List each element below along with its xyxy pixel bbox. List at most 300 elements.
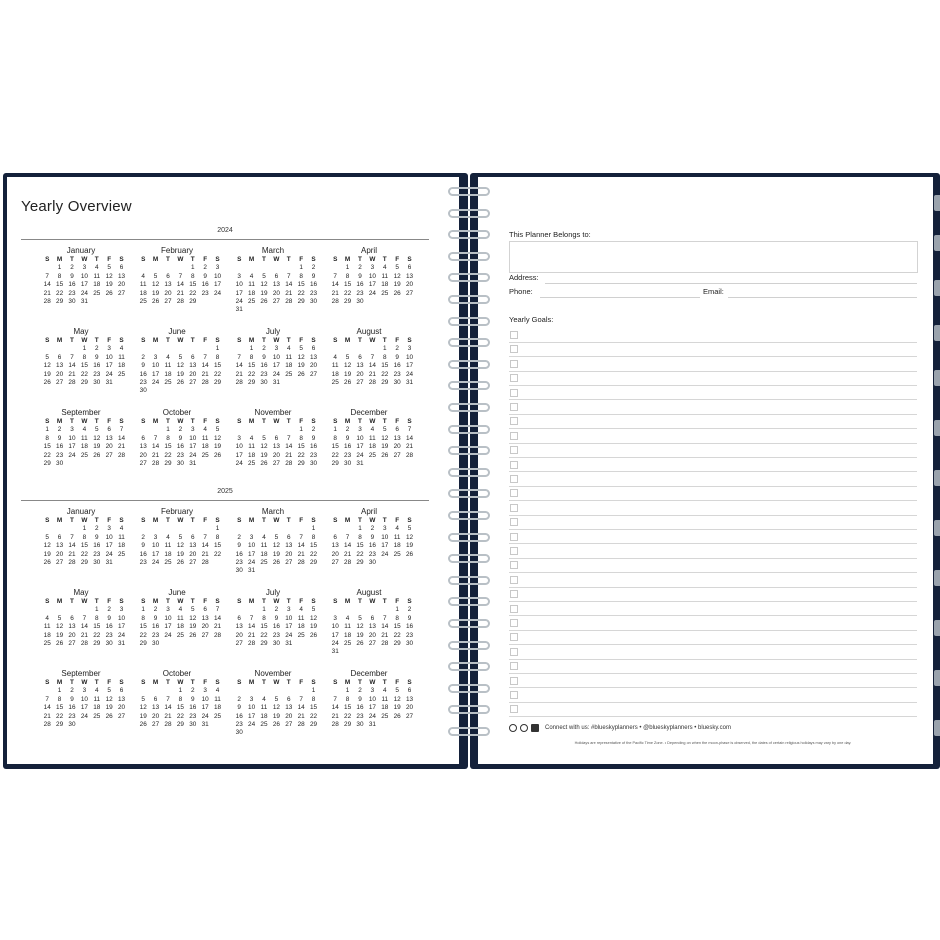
day-number: 16 bbox=[201, 281, 209, 289]
weekday-header: M bbox=[152, 256, 159, 263]
day-number: 19 bbox=[297, 362, 305, 370]
weekday-header: T bbox=[358, 517, 362, 524]
goal-checkbox[interactable] bbox=[510, 533, 518, 541]
day-number: 27 bbox=[272, 297, 280, 305]
day-number: 13 bbox=[68, 623, 76, 631]
day-number: 21 bbox=[152, 451, 160, 459]
day-number: 4 bbox=[82, 426, 87, 434]
day-number: 15 bbox=[393, 623, 401, 631]
empty-day bbox=[329, 525, 341, 533]
day-number: 9 bbox=[345, 434, 350, 442]
day-number: 29 bbox=[56, 297, 64, 305]
owner-name-field[interactable] bbox=[509, 241, 918, 273]
goal-line[interactable] bbox=[509, 371, 917, 386]
day-number: 3 bbox=[358, 426, 362, 434]
day-number: 13 bbox=[331, 542, 339, 550]
day-number: 25 bbox=[117, 370, 126, 378]
day-number: 27 bbox=[393, 451, 401, 459]
day-number: 22 bbox=[297, 289, 305, 297]
goal-line[interactable] bbox=[509, 645, 917, 660]
weekday-header: S bbox=[333, 598, 338, 605]
weekday-header: S bbox=[141, 517, 146, 524]
day-number: 27 bbox=[68, 639, 76, 647]
day-number: 23 bbox=[235, 558, 243, 566]
weekday-header: S bbox=[237, 337, 242, 344]
day-number: 25 bbox=[297, 631, 305, 639]
day-number: 11 bbox=[118, 533, 125, 541]
day-number: 27 bbox=[56, 378, 64, 386]
day-number: 15 bbox=[93, 623, 101, 631]
day-number: 6 bbox=[237, 614, 241, 622]
phone-line[interactable] bbox=[540, 297, 700, 298]
goal-line[interactable] bbox=[509, 501, 917, 516]
empty-day bbox=[149, 687, 161, 695]
day-number: 29 bbox=[139, 639, 147, 647]
goal-checkbox[interactable] bbox=[510, 605, 518, 613]
day-number: 7 bbox=[166, 695, 170, 703]
empty-day bbox=[270, 525, 282, 533]
day-number: 3 bbox=[153, 353, 158, 361]
day-number: 15 bbox=[356, 542, 364, 550]
goal-checkbox[interactable] bbox=[510, 633, 518, 641]
day-number: 2 bbox=[190, 687, 195, 695]
day-number: 17 bbox=[152, 550, 160, 558]
month-tab[interactable] bbox=[934, 470, 940, 486]
day-number: 30 bbox=[93, 378, 101, 386]
day-number: 22 bbox=[164, 451, 172, 459]
address-label: Address: bbox=[509, 273, 539, 282]
day-number: 13 bbox=[152, 704, 160, 712]
day-number: 10 bbox=[356, 434, 364, 442]
day-number: 18 bbox=[176, 623, 184, 631]
goal-line[interactable] bbox=[509, 328, 917, 343]
instagram-icon[interactable] bbox=[509, 724, 517, 732]
month-name: March bbox=[261, 507, 285, 516]
month-tab[interactable] bbox=[934, 570, 940, 586]
day-number: 13 bbox=[117, 272, 126, 280]
spiral-coil bbox=[446, 187, 492, 198]
day-number: 4 bbox=[286, 345, 291, 353]
day-number: 25 bbox=[176, 631, 184, 639]
day-number: 7 bbox=[215, 606, 220, 614]
empty-day bbox=[366, 345, 378, 353]
goal-checkbox[interactable] bbox=[510, 619, 518, 627]
goal-line[interactable] bbox=[509, 630, 917, 645]
goal-checkbox[interactable] bbox=[510, 590, 518, 598]
goal-line[interactable] bbox=[509, 342, 917, 357]
day-number: 14 bbox=[297, 704, 305, 712]
goal-checkbox[interactable] bbox=[510, 489, 518, 497]
day-number: 29 bbox=[297, 459, 305, 467]
weekday-header: T bbox=[70, 517, 74, 524]
goal-line[interactable] bbox=[509, 573, 917, 588]
day-number: 24 bbox=[285, 631, 293, 639]
weekday-header: S bbox=[119, 679, 124, 686]
day-number: 19 bbox=[213, 443, 222, 451]
weekday-header: T bbox=[286, 598, 291, 605]
day-number: 6 bbox=[407, 264, 412, 272]
day-number: 17 bbox=[235, 289, 243, 297]
empty-day bbox=[41, 264, 53, 272]
weekday-header: S bbox=[407, 256, 412, 263]
empty-day bbox=[245, 687, 257, 695]
day-number: 21 bbox=[43, 712, 51, 720]
weekday-header: S bbox=[45, 337, 50, 344]
month-tab[interactable] bbox=[934, 520, 940, 536]
day-number: 3 bbox=[237, 272, 241, 280]
day-number: 29 bbox=[80, 558, 88, 566]
day-number: 27 bbox=[164, 297, 172, 305]
empty-day bbox=[187, 525, 199, 533]
day-number: 5 bbox=[358, 614, 362, 622]
day-number: 14 bbox=[201, 362, 209, 370]
month-name: November bbox=[254, 669, 292, 678]
goal-checkbox[interactable] bbox=[510, 360, 518, 368]
day-number: 10 bbox=[80, 272, 88, 280]
day-number: 1 bbox=[358, 525, 362, 533]
day-number: 22 bbox=[381, 370, 389, 378]
weekday-header: W bbox=[273, 337, 280, 344]
day-number: 19 bbox=[393, 281, 401, 289]
day-number: 7 bbox=[45, 272, 49, 280]
goal-checkbox[interactable] bbox=[510, 432, 518, 440]
day-number: 26 bbox=[344, 378, 352, 386]
day-number: 12 bbox=[393, 695, 401, 703]
goal-checkbox[interactable] bbox=[510, 389, 518, 397]
weekday-header: T bbox=[190, 679, 195, 686]
day-number: 20 bbox=[285, 550, 293, 558]
goal-checkbox[interactable] bbox=[510, 648, 518, 656]
email-line[interactable] bbox=[728, 297, 917, 298]
day-number: 28 bbox=[405, 451, 414, 459]
goal-checkbox[interactable] bbox=[510, 331, 518, 339]
day-number: 18 bbox=[393, 542, 401, 550]
month-calendar bbox=[227, 408, 319, 468]
weekday-header: T bbox=[94, 256, 99, 263]
day-number: 11 bbox=[381, 272, 389, 280]
day-number: 27 bbox=[139, 459, 147, 467]
day-number: 11 bbox=[285, 353, 293, 361]
address-line[interactable] bbox=[545, 283, 917, 284]
day-number: 8 bbox=[311, 695, 316, 703]
day-number: 2 bbox=[311, 426, 316, 434]
goal-line[interactable] bbox=[509, 616, 917, 631]
goal-line[interactable] bbox=[509, 472, 917, 487]
day-number: 3 bbox=[153, 533, 158, 541]
day-number: 8 bbox=[249, 353, 254, 361]
day-number: 28 bbox=[201, 378, 209, 386]
day-number: 4 bbox=[333, 353, 337, 361]
day-number: 25 bbox=[80, 451, 88, 459]
weekday-header: S bbox=[333, 256, 338, 263]
month-tab[interactable] bbox=[934, 370, 940, 386]
day-number: 18 bbox=[164, 370, 172, 378]
weekday-header: W bbox=[177, 517, 184, 524]
day-number: 17 bbox=[201, 704, 209, 712]
day-number: 27 bbox=[189, 378, 197, 386]
day-number: 14 bbox=[43, 704, 51, 712]
day-number: 21 bbox=[297, 712, 305, 720]
day-number: 2 bbox=[57, 426, 62, 434]
weekday-header: F bbox=[395, 598, 400, 605]
weekday-header: T bbox=[94, 517, 99, 524]
day-number: 2 bbox=[358, 687, 362, 695]
day-number: 26 bbox=[272, 558, 280, 566]
day-number: 1 bbox=[82, 525, 87, 533]
month-tab[interactable] bbox=[934, 195, 940, 211]
weekday-header: T bbox=[358, 337, 362, 344]
day-number: 3 bbox=[107, 345, 111, 353]
day-number: 14 bbox=[297, 542, 305, 550]
weekday-header: M bbox=[152, 418, 159, 425]
day-number: 1 bbox=[57, 264, 62, 272]
day-number: 9 bbox=[153, 614, 158, 622]
empty-day bbox=[258, 264, 270, 272]
weekday-header: W bbox=[81, 337, 88, 344]
day-number: 22 bbox=[189, 289, 197, 297]
day-number: 16 bbox=[139, 370, 147, 378]
day-number: 19 bbox=[405, 542, 414, 550]
goal-line[interactable] bbox=[509, 702, 917, 717]
month-calendar bbox=[227, 588, 319, 648]
weekday-header: S bbox=[311, 337, 316, 344]
day-number: 5 bbox=[395, 264, 399, 272]
goal-checkbox[interactable] bbox=[510, 561, 518, 569]
day-number: 11 bbox=[393, 533, 401, 541]
day-number: 12 bbox=[272, 542, 280, 550]
weekday-header: S bbox=[407, 418, 412, 425]
day-number: 30 bbox=[68, 720, 76, 728]
day-number: 2 bbox=[237, 695, 241, 703]
day-number: 22 bbox=[80, 550, 88, 558]
goal-checkbox[interactable] bbox=[510, 662, 518, 670]
day-number: 22 bbox=[297, 451, 305, 459]
weekday-header: W bbox=[177, 598, 184, 605]
day-number: 5 bbox=[94, 426, 99, 434]
goal-line[interactable] bbox=[509, 429, 917, 444]
day-number: 17 bbox=[356, 443, 364, 451]
empty-day bbox=[137, 426, 149, 434]
day-number: 8 bbox=[299, 272, 303, 280]
weekday-header: F bbox=[395, 517, 400, 524]
day-number: 13 bbox=[285, 704, 293, 712]
day-number: 8 bbox=[395, 614, 399, 622]
goal-line[interactable] bbox=[509, 443, 917, 458]
day-number: 28 bbox=[381, 639, 389, 647]
day-number: 29 bbox=[297, 297, 305, 305]
goal-checkbox[interactable] bbox=[510, 403, 518, 411]
weekday-header: T bbox=[70, 679, 74, 686]
goal-checkbox[interactable] bbox=[510, 677, 518, 685]
weekday-header: M bbox=[344, 517, 351, 524]
day-number: 19 bbox=[105, 281, 113, 289]
day-number: 16 bbox=[260, 362, 268, 370]
day-number: 12 bbox=[152, 281, 160, 289]
month-calendar bbox=[35, 669, 127, 729]
day-number: 4 bbox=[166, 353, 170, 361]
day-number: 4 bbox=[249, 434, 254, 442]
day-number: 20 bbox=[331, 550, 339, 558]
day-number: 14 bbox=[381, 623, 389, 631]
day-number: 15 bbox=[297, 443, 305, 451]
day-number: 27 bbox=[309, 370, 318, 378]
day-number: 10 bbox=[381, 533, 389, 541]
day-number: 7 bbox=[333, 695, 337, 703]
month-calendar bbox=[323, 408, 415, 468]
goal-checkbox[interactable] bbox=[510, 374, 518, 382]
day-number: 12 bbox=[272, 704, 280, 712]
day-number: 1 bbox=[190, 264, 195, 272]
goal-line[interactable] bbox=[509, 386, 917, 401]
goal-line[interactable] bbox=[509, 458, 917, 473]
goal-line[interactable] bbox=[509, 674, 917, 689]
day-number: 14 bbox=[235, 362, 243, 370]
weekday-header: M bbox=[56, 679, 63, 686]
empty-day bbox=[245, 525, 257, 533]
month-tab[interactable] bbox=[934, 420, 940, 436]
goal-line[interactable] bbox=[509, 515, 917, 530]
day-number: 29 bbox=[393, 639, 401, 647]
spiral-coil bbox=[446, 446, 492, 457]
day-number: 29 bbox=[331, 459, 339, 467]
weekday-header: W bbox=[273, 418, 280, 425]
day-number: 5 bbox=[395, 687, 399, 695]
goal-line[interactable] bbox=[509, 688, 917, 703]
weekday-header: W bbox=[81, 418, 88, 425]
month-tab[interactable] bbox=[934, 620, 940, 636]
goal-checkbox[interactable] bbox=[510, 504, 518, 512]
goal-line[interactable] bbox=[509, 602, 917, 617]
goal-checkbox[interactable] bbox=[510, 705, 518, 713]
day-number: 30 bbox=[152, 639, 160, 647]
month-name: July bbox=[265, 327, 281, 336]
day-number: 7 bbox=[119, 426, 124, 434]
goal-line[interactable] bbox=[509, 357, 917, 372]
day-number: 19 bbox=[344, 370, 352, 378]
month-tab[interactable] bbox=[934, 280, 940, 296]
day-number: 10 bbox=[152, 542, 160, 550]
day-number: 19 bbox=[356, 631, 364, 639]
spiral-coil bbox=[446, 727, 492, 738]
day-number: 25 bbox=[213, 712, 222, 720]
month-tab[interactable] bbox=[934, 235, 940, 251]
day-number: 31 bbox=[105, 558, 113, 566]
empty-day bbox=[295, 525, 307, 533]
day-number: 13 bbox=[368, 623, 376, 631]
goal-checkbox[interactable] bbox=[510, 345, 518, 353]
weekday-header: M bbox=[248, 679, 255, 686]
weekday-header: S bbox=[215, 517, 220, 524]
goal-checkbox[interactable] bbox=[510, 446, 518, 454]
day-number: 8 bbox=[141, 614, 145, 622]
day-number: 2 bbox=[345, 426, 350, 434]
day-number: 24 bbox=[381, 550, 389, 558]
empty-day bbox=[329, 606, 341, 614]
month-tab[interactable] bbox=[934, 670, 940, 686]
goal-line[interactable] bbox=[509, 659, 917, 674]
day-number: 12 bbox=[105, 695, 113, 703]
month-tab[interactable] bbox=[934, 720, 940, 736]
day-number: 25 bbox=[164, 378, 172, 386]
day-number: 12 bbox=[381, 434, 389, 442]
day-number: 11 bbox=[164, 542, 172, 550]
goal-checkbox[interactable] bbox=[510, 417, 518, 425]
goal-line[interactable] bbox=[509, 587, 917, 602]
day-number: 4 bbox=[119, 345, 124, 353]
day-number: 2 bbox=[274, 606, 279, 614]
day-number: 1 bbox=[141, 606, 145, 614]
day-number: 4 bbox=[370, 426, 375, 434]
day-number: 26 bbox=[297, 370, 305, 378]
month-calendar bbox=[131, 588, 223, 648]
weekday-header: T bbox=[166, 337, 170, 344]
day-number: 23 bbox=[105, 631, 113, 639]
goal-checkbox[interactable] bbox=[510, 547, 518, 555]
day-number: 8 bbox=[382, 353, 387, 361]
day-number: 17 bbox=[80, 281, 88, 289]
empty-day bbox=[174, 525, 186, 533]
goal-checkbox[interactable] bbox=[510, 576, 518, 584]
month-calendar bbox=[131, 408, 223, 468]
day-number: 5 bbox=[45, 533, 49, 541]
day-number: 24 bbox=[164, 631, 172, 639]
day-number: 8 bbox=[57, 695, 62, 703]
day-number: 9 bbox=[262, 353, 266, 361]
day-number: 24 bbox=[356, 451, 364, 459]
day-number: 13 bbox=[405, 272, 414, 280]
day-number: 4 bbox=[382, 264, 387, 272]
month-name: November bbox=[254, 408, 292, 417]
goal-checkbox[interactable] bbox=[510, 461, 518, 469]
goal-checkbox[interactable] bbox=[510, 691, 518, 699]
day-number: 23 bbox=[405, 631, 414, 639]
day-number: 16 bbox=[176, 443, 184, 451]
goal-line[interactable] bbox=[509, 414, 917, 429]
goal-line[interactable] bbox=[509, 400, 917, 415]
goal-checkbox[interactable] bbox=[510, 518, 518, 526]
weekday-header: S bbox=[333, 517, 338, 524]
weekday-header: M bbox=[152, 679, 159, 686]
day-number: 15 bbox=[344, 704, 352, 712]
day-number: 20 bbox=[201, 623, 209, 631]
goal-line[interactable] bbox=[509, 530, 917, 545]
weekday-header: W bbox=[177, 418, 184, 425]
day-number: 6 bbox=[286, 533, 291, 541]
day-number: 9 bbox=[237, 704, 241, 712]
goal-checkbox[interactable] bbox=[510, 475, 518, 483]
spiral-coil bbox=[446, 273, 492, 284]
month-tab[interactable] bbox=[934, 325, 940, 341]
day-number: 7 bbox=[345, 533, 350, 541]
goal-line[interactable] bbox=[509, 558, 917, 573]
day-number: 28 bbox=[248, 639, 256, 647]
day-number: 21 bbox=[117, 443, 126, 451]
day-number: 23 bbox=[152, 631, 160, 639]
pinterest-icon[interactable] bbox=[520, 724, 528, 732]
day-number: 25 bbox=[260, 558, 268, 566]
day-number: 23 bbox=[309, 289, 318, 297]
facebook-icon[interactable] bbox=[531, 724, 539, 732]
day-number: 8 bbox=[311, 533, 316, 541]
day-number: 8 bbox=[190, 272, 195, 280]
goal-line[interactable] bbox=[509, 486, 917, 501]
day-number: 8 bbox=[94, 614, 99, 622]
weekday-header: F bbox=[395, 418, 400, 425]
goal-line[interactable] bbox=[509, 544, 917, 559]
day-number: 7 bbox=[82, 614, 87, 622]
empty-day bbox=[174, 264, 186, 272]
day-number: 28 bbox=[297, 558, 305, 566]
